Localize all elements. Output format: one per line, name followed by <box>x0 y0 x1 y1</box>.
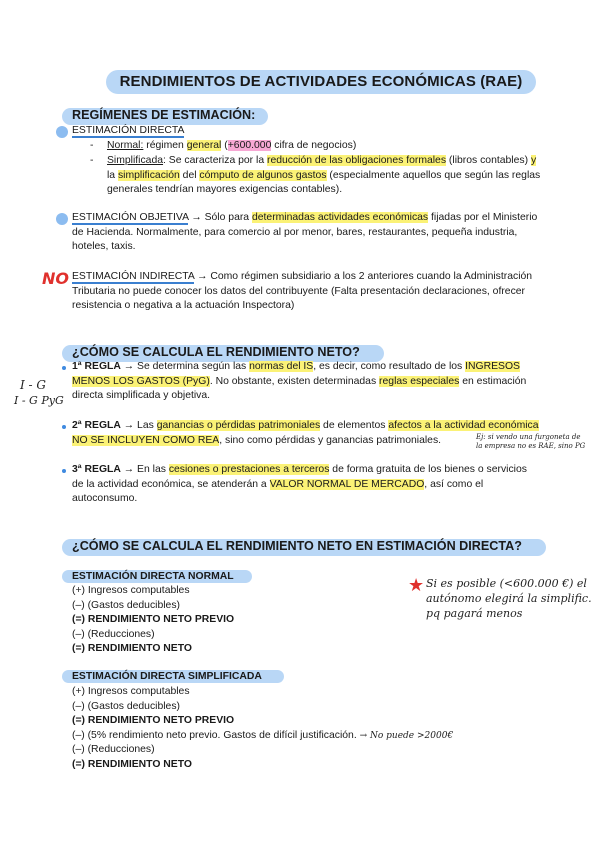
regla2-hand-note: Ej: si vendo una furgoneta de la empresa no es RAE, sino PG <box>476 433 586 450</box>
directa-normal-bullet: - <box>90 140 94 151</box>
objetiva-text: ESTIMACIÓN OBJETIVA → Sólo para determinadas actividades económicas fijadas por el Ministerio de Hacienda. Normalmente, para comercio al por menor, bares, restaurantes, pequeña industria, hoteles, taxis. <box>72 212 538 253</box>
simplificada-heading: ESTIMACIÓN DIRECTA SIMPLIFICADA <box>72 671 262 682</box>
directa-simplificada-text: Simplificada: Se caracteriza por la reducción de las obligaciones formales (libros contables) y la simplificación del cómputo de algunos gastos (especialmente aquellos que según las reglas generales tendrían mayores exigencias contables). <box>107 155 541 196</box>
normal-lines: (+) Ingresos computables (–) (Gastos deducibles) (=) RENDIMIENTO NETO PREVIO (–) (Reducciones) (=) RENDIMIENTO NETO <box>72 585 235 655</box>
directa-label: ESTIMACIÓN DIRECTA <box>72 125 185 136</box>
indirecta-text: ESTIMACIÓN INDIRECTA → Como régimen subsidiario a los 2 anteriores cuando la Administración Tributaria no puede conocer los datos del contribuyente (Falta presentación declaraciones, ofrecer resistencia o negativa a la actuación Inspectora) <box>72 271 533 312</box>
bullet-icon <box>62 425 66 429</box>
page-title: RENDIMIENTOS DE ACTIVIDADES ECONÓMICAS (RAE) <box>106 70 536 94</box>
bullet-dot-icon <box>56 213 68 225</box>
margin-note-pyg: I - G PyG <box>14 394 64 407</box>
regla2-text: 2ª REGLA → Las ganancias o pérdidas patrimoniales de elementos afectos a la actividad económica NO SE INCLUYEN COMO REA, sino como pérdidas y ganancias patrimoniales. <box>72 420 539 446</box>
bullet-dot-icon <box>56 126 68 138</box>
regla3-text: 3ª REGLA → En las cesiones o prestaciones a terceros de forma gratuita de los bienes o servicios de la actividad económica, se atenderán a VALOR NORMAL DE MERCADO, así como el autoconsumo. <box>72 464 527 505</box>
bullet-icon <box>62 469 66 473</box>
directa-normal-line: Normal: régimen general (+600.000 cifra de negocios) <box>107 140 357 151</box>
section1-heading: REGÍMENES DE ESTIMACIÓN: <box>72 108 256 122</box>
star-hand-note: Si es posible (<600.000 €) el autónomo elegirá la simplific. pq pagará menos <box>426 577 592 620</box>
directa-simplificada-bullet: - <box>90 155 94 166</box>
section2-heading: ¿CÓMO SE CALCULA EL RENDIMIENTO NETO? <box>72 345 360 359</box>
no-mark: NO <box>42 269 69 288</box>
section3-heading: ¿CÓMO SE CALCULA EL RENDIMIENTO NETO EN ESTIMACIÓN DIRECTA? <box>72 539 522 553</box>
normal-heading: ESTIMACIÓN DIRECTA NORMAL <box>72 571 234 582</box>
star-icon: ★ <box>408 575 425 595</box>
bullet-icon <box>62 366 66 370</box>
regla1-text: 1ª REGLA → Se determina según las normas del IS, es decir, como resultado de los INGRESOS MENOS LOS GASTOS (PyG). No obstante, existen determinadas reglas especiales en estimación directa simplificada y objetiva. <box>72 361 527 402</box>
margin-note-ig: I - G <box>20 378 47 392</box>
simplificada-lines: (+) Ingresos computables (–) (Gastos deducibles) (=) RENDIMIENTO NETO PREVIO (–) (5% rendimiento neto previo. Gastos de difícil justificación. → No puede >2000€ (–) (Reducciones) (=) RENDIMIENTO NETO <box>72 686 454 770</box>
